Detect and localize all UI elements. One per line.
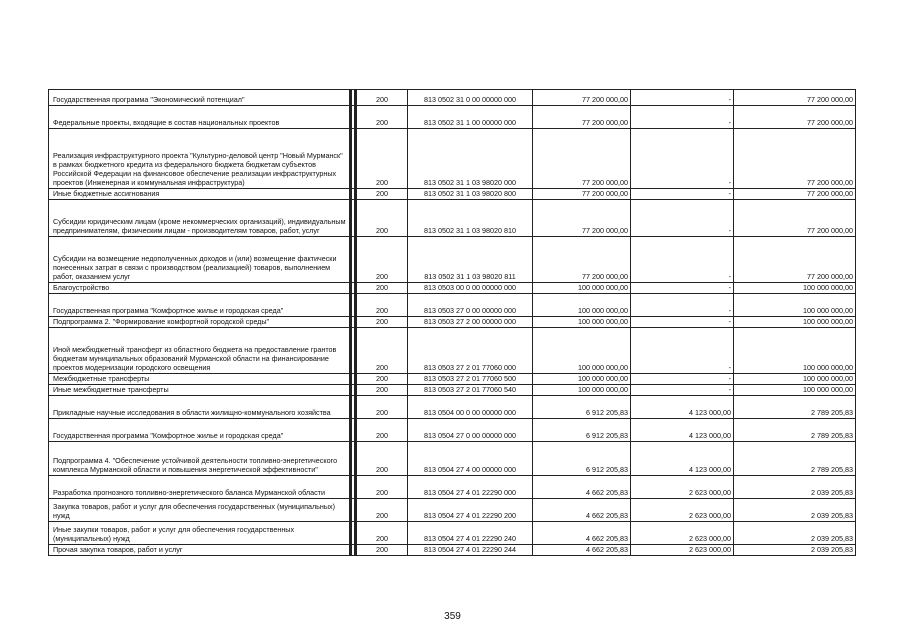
row-code-cell: 200	[356, 328, 408, 374]
row-amount-regional-cell: 2 039 205,83	[734, 545, 856, 556]
row-code-cell: 200	[356, 317, 408, 328]
row-amount-total-cell: 77 200 000,00	[533, 237, 631, 283]
row-route-cell: 813 0503 00 0 00 00000 000	[408, 283, 533, 294]
row-code-cell: 200	[356, 200, 408, 237]
row-amount-total-cell: 6 912 205,83	[533, 396, 631, 419]
row-amount-total-cell: 4 662 205,83	[533, 522, 631, 545]
row-route-cell: 813 0503 27 2 01 77060 500	[408, 374, 533, 385]
row-route-cell: 813 0504 27 4 00 00000 000	[408, 442, 533, 476]
table-row	[49, 129, 856, 189]
row-name-cell: Реализация инфраструктурного проекта "Культурно-деловой центр "Новый Мурманск" в рамках бюджетного кредита из федерального бюджета бюджетам субъектов Российской Федерации на финансовое обеспечение реализации инфраструктурных проектов (Инженерная и коммунальная инфраструктура)	[49, 129, 351, 189]
row-route-cell: 813 0502 31 1 00 00000 000	[408, 106, 533, 129]
table-row	[49, 545, 856, 556]
table-row	[49, 200, 856, 237]
row-name-cell: Иные бюджетные ассигнования	[49, 189, 351, 200]
row-name-cell: Прочая закупка товаров, работ и услуг	[49, 545, 351, 556]
row-amount-regional-cell: 2 789 205,83	[734, 442, 856, 476]
row-amount-total-cell: 77 200 000,00	[533, 200, 631, 237]
row-amount-federal-cell: -	[631, 385, 734, 396]
row-name-cell: Иной межбюджетный трансферт из областного бюджета на предоставление грантов бюджетам муниципальных образований Мурманской области на финансирование проектов модернизации городского освещения	[49, 328, 351, 374]
row-amount-federal-cell: -	[631, 189, 734, 200]
row-amount-federal-cell: -	[631, 294, 734, 317]
row-amount-federal-cell: 4 123 000,00	[631, 419, 734, 442]
row-code-cell: 200	[356, 385, 408, 396]
table-row	[49, 522, 856, 545]
row-route-cell: 813 0503 27 2 01 77060 000	[408, 328, 533, 374]
row-amount-regional-cell: 100 000 000,00	[734, 374, 856, 385]
row-route-cell: 813 0502 31 1 03 98020 811	[408, 237, 533, 283]
row-amount-total-cell: 4 662 205,83	[533, 499, 631, 522]
row-amount-federal-cell: 2 623 000,00	[631, 499, 734, 522]
row-route-cell: 813 0504 27 4 01 22290 200	[408, 499, 533, 522]
row-amount-regional-cell: 2 789 205,83	[734, 419, 856, 442]
row-route-cell: 813 0502 31 1 03 98020 810	[408, 200, 533, 237]
row-amount-total-cell: 4 662 205,83	[533, 545, 631, 556]
row-code-cell: 200	[356, 189, 408, 200]
row-name-cell: Благоустройство	[49, 283, 351, 294]
row-name-cell: Государственная программа "Комфортное жилье и городская среда"	[49, 419, 351, 442]
row-code-cell: 200	[356, 374, 408, 385]
row-amount-federal-cell: -	[631, 200, 734, 237]
row-amount-regional-cell: 2 039 205,83	[734, 499, 856, 522]
row-name-cell: Иные закупки товаров, работ и услуг для обеспечения государственных (муниципальных) нужд	[49, 522, 351, 545]
row-code-cell: 200	[356, 106, 408, 129]
table-row	[49, 442, 856, 476]
row-amount-federal-cell: 2 623 000,00	[631, 545, 734, 556]
row-amount-regional-cell: 2 039 205,83	[734, 476, 856, 499]
table-row	[49, 189, 856, 200]
row-code-cell: 200	[356, 419, 408, 442]
row-name-cell: Прикладные научные исследования в области жилищно-коммунального хозяйства	[49, 396, 351, 419]
row-amount-total-cell: 100 000 000,00	[533, 317, 631, 328]
row-amount-regional-cell: 100 000 000,00	[734, 283, 856, 294]
page-number: 359	[444, 611, 461, 622]
row-amount-federal-cell: -	[631, 106, 734, 129]
table-row	[49, 396, 856, 419]
row-route-cell: 813 0503 27 2 01 77060 540	[408, 385, 533, 396]
table-row	[49, 90, 856, 106]
row-route-cell: 813 0504 27 4 01 22290 240	[408, 522, 533, 545]
row-amount-regional-cell: 77 200 000,00	[734, 200, 856, 237]
row-route-cell: 813 0502 31 1 03 98020 000	[408, 129, 533, 189]
row-code-cell: 200	[356, 396, 408, 419]
row-amount-regional-cell: 2 789 205,83	[734, 396, 856, 419]
row-amount-total-cell: 4 662 205,83	[533, 476, 631, 499]
row-amount-regional-cell: 77 200 000,00	[734, 106, 856, 129]
row-name-cell: Государственная программа "Комфортное жилье и городская среда"	[49, 294, 351, 317]
row-name-cell: Разработка прогнозного топливно-энергетического баланса Мурманской области	[49, 476, 351, 499]
row-amount-regional-cell: 100 000 000,00	[734, 328, 856, 374]
row-name-cell: Закупка товаров, работ и услуг для обеспечения государственных (муниципальных) нужд	[49, 499, 351, 522]
row-amount-regional-cell: 100 000 000,00	[734, 385, 856, 396]
row-amount-federal-cell: 4 123 000,00	[631, 396, 734, 419]
row-code-cell: 200	[356, 545, 408, 556]
table-row	[49, 499, 856, 522]
row-route-cell: 813 0503 27 0 00 00000 000	[408, 294, 533, 317]
row-amount-federal-cell: -	[631, 90, 734, 106]
row-amount-federal-cell: -	[631, 237, 734, 283]
row-amount-regional-cell: 2 039 205,83	[734, 522, 856, 545]
row-name-cell: Субсидии юридическим лицам (кроме некоммерческих организаций), индивидуальным предпринимателям, физическим лицам - производителям товаров, работ, услуг	[49, 200, 351, 237]
table-row	[49, 385, 856, 396]
row-name-cell: Государственная программа "Экономический потенциал"	[49, 90, 351, 106]
row-name-cell: Межбюджетные трансферты	[49, 374, 351, 385]
row-route-cell: 813 0504 27 4 01 22290 000	[408, 476, 533, 499]
table-row	[49, 237, 856, 283]
row-amount-federal-cell: -	[631, 317, 734, 328]
row-amount-regional-cell: 100 000 000,00	[734, 294, 856, 317]
table-body	[49, 90, 856, 556]
row-code-cell: 200	[356, 129, 408, 189]
row-amount-federal-cell: -	[631, 328, 734, 374]
row-amount-total-cell: 100 000 000,00	[533, 328, 631, 374]
row-amount-federal-cell: -	[631, 374, 734, 385]
row-name-cell: Подпрограмма 4. "Обеспечение устойчивой деятельности топливно-энергетического комплекса Мурманской области и повышения энергетической эффективности"	[49, 442, 351, 476]
row-route-cell: 813 0503 27 2 00 00000 000	[408, 317, 533, 328]
row-amount-regional-cell: 77 200 000,00	[734, 129, 856, 189]
row-amount-total-cell: 100 000 000,00	[533, 385, 631, 396]
row-amount-total-cell: 100 000 000,00	[533, 374, 631, 385]
table-row	[49, 328, 856, 374]
row-amount-federal-cell: 4 123 000,00	[631, 442, 734, 476]
row-amount-regional-cell: 77 200 000,00	[734, 90, 856, 106]
table-row	[49, 294, 856, 317]
row-amount-federal-cell: -	[631, 129, 734, 189]
row-code-cell: 200	[356, 499, 408, 522]
row-name-cell: Федеральные проекты, входящие в состав национальных проектов	[49, 106, 351, 129]
row-code-cell: 200	[356, 283, 408, 294]
table-row	[49, 374, 856, 385]
row-amount-total-cell: 6 912 205,83	[533, 442, 631, 476]
row-amount-total-cell: 77 200 000,00	[533, 90, 631, 106]
row-route-cell: 813 0504 00 0 00 00000 000	[408, 396, 533, 419]
row-amount-total-cell: 6 912 205,83	[533, 419, 631, 442]
row-amount-regional-cell: 100 000 000,00	[734, 317, 856, 328]
row-amount-federal-cell: 2 623 000,00	[631, 476, 734, 499]
table-row	[49, 476, 856, 499]
row-code-cell: 200	[356, 442, 408, 476]
row-name-cell: Подпрограмма 2. "Формирование комфортной городской среды"	[49, 317, 351, 328]
row-name-cell: Иные межбюджетные трансферты	[49, 385, 351, 396]
row-route-cell: 813 0502 31 1 03 98020 800	[408, 189, 533, 200]
row-code-cell: 200	[356, 294, 408, 317]
row-amount-regional-cell: 77 200 000,00	[734, 237, 856, 283]
table-row	[49, 106, 856, 129]
row-code-cell: 200	[356, 90, 408, 106]
row-route-cell: 813 0502 31 0 00 00000 000	[408, 90, 533, 106]
row-code-cell: 200	[356, 522, 408, 545]
table-row	[49, 317, 856, 328]
row-route-cell: 813 0504 27 0 00 00000 000	[408, 419, 533, 442]
table-row	[49, 419, 856, 442]
row-amount-total-cell: 100 000 000,00	[533, 294, 631, 317]
row-amount-total-cell: 77 200 000,00	[533, 189, 631, 200]
row-amount-total-cell: 77 200 000,00	[533, 106, 631, 129]
table-row	[49, 283, 856, 294]
row-amount-federal-cell: -	[631, 283, 734, 294]
row-route-cell: 813 0504 27 4 01 22290 244	[408, 545, 533, 556]
row-amount-federal-cell: 2 623 000,00	[631, 522, 734, 545]
row-amount-total-cell: 100 000 000,00	[533, 283, 631, 294]
row-amount-total-cell: 77 200 000,00	[533, 129, 631, 189]
row-amount-regional-cell: 77 200 000,00	[734, 189, 856, 200]
row-name-cell: Субсидии на возмещение недополученных доходов и (или) возмещение фактически понесенных затрат в связи с производством (реализацией) товаров, выполнением работ, оказанием услуг	[49, 237, 351, 283]
budget-table	[48, 89, 856, 556]
row-code-cell: 200	[356, 237, 408, 283]
row-code-cell: 200	[356, 476, 408, 499]
